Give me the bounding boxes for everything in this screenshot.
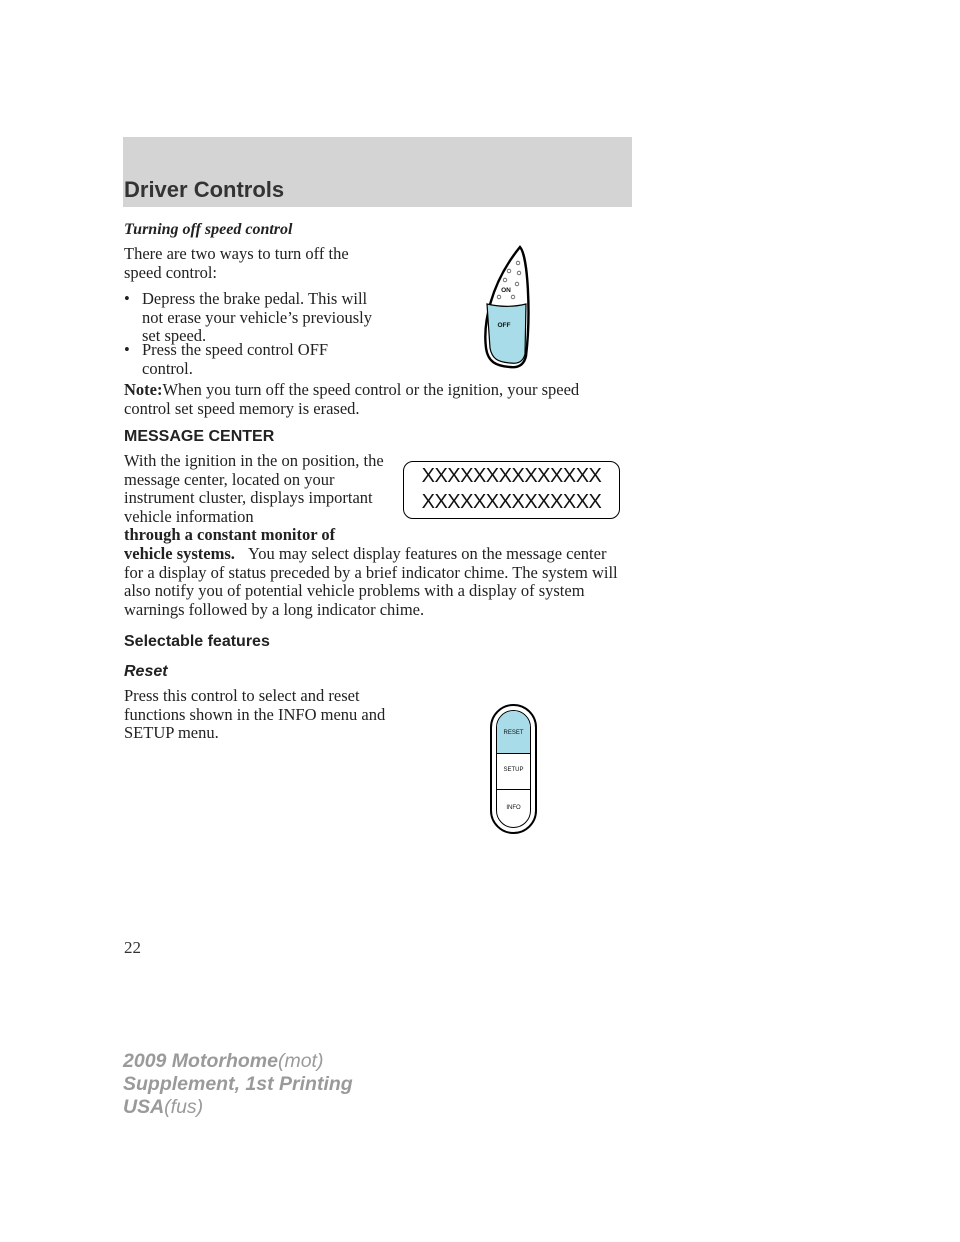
bullet-item: [124, 341, 384, 379]
footer-main: 2009 Motorhome: [123, 1050, 278, 1072]
info-button[interactable]: [497, 789, 530, 828]
footer-line: [123, 1050, 323, 1073]
note-text: When you turn off the speed control or the ignition, your speed control set speed memory is erased.: [124, 380, 580, 418]
speed-control-intro: There are two ways to turn off the speed control:: [124, 244, 349, 282]
control-buttons-figure: [490, 704, 537, 834]
message-center-heading: MESSAGE CENTER: [124, 428, 275, 445]
off-label: OFF: [497, 322, 511, 329]
section-title: Driver Controls: [124, 177, 285, 202]
bullet-text: Depress the brake pedal. This will not erase your vehicle’s previously set speed.: [142, 289, 373, 346]
message-center-display: [403, 461, 620, 519]
page-number: 22: [124, 938, 141, 957]
on-label: ON: [501, 287, 511, 294]
setup-button[interactable]: [497, 753, 530, 790]
speed-control-note: [124, 381, 624, 418]
footer-paren: (mot): [277, 1050, 324, 1072]
speed-control-heading: Turning off speed control: [124, 221, 293, 238]
bullet-dot: •: [124, 289, 130, 308]
message-center-text: With the ignition in the on position, the message center, located on your instrument cluster, displays important vehicle information: [124, 451, 384, 526]
message-center-text-continued: You may select display features on the message center for a display of status preceded by a brief indicator chime. The system will also notify you of potential vehicle problems with a display of system warnings followed by a long indicator chime.: [124, 544, 618, 619]
footer-main: Supplement, 1st Printing: [123, 1073, 353, 1095]
bullet-item: [124, 290, 384, 346]
footer-main: USA: [123, 1096, 165, 1118]
display-line-2: XXXXXXXXXXXXXX: [421, 491, 602, 513]
footer-line: [123, 1073, 353, 1096]
speed-control-switch-figure: [478, 244, 534, 370]
info-button-label: INFO: [506, 805, 521, 811]
reset-button[interactable]: [497, 711, 530, 754]
selectable-features-heading: Selectable features: [124, 633, 270, 650]
reset-heading: Reset: [124, 663, 168, 680]
footer-paren: (fus): [164, 1096, 204, 1118]
setup-button-label: SETUP: [503, 767, 524, 773]
bullet-dot: •: [124, 340, 130, 359]
note-label: Note:: [124, 380, 163, 399]
message-center-bold-text: through a constant monitor of vehicle systems.: [124, 525, 336, 563]
reset-button-label: RESET: [503, 730, 524, 736]
footer-line: [123, 1096, 203, 1119]
control-buttons-inner: [496, 710, 531, 828]
reset-text: Press this control to select and reset functions shown in the INFO menu and SETUP menu.: [124, 686, 386, 743]
display-line-1: XXXXXXXXXXXXXX: [421, 465, 602, 487]
bullet-text: Press the speed control OFF control.: [142, 340, 329, 378]
